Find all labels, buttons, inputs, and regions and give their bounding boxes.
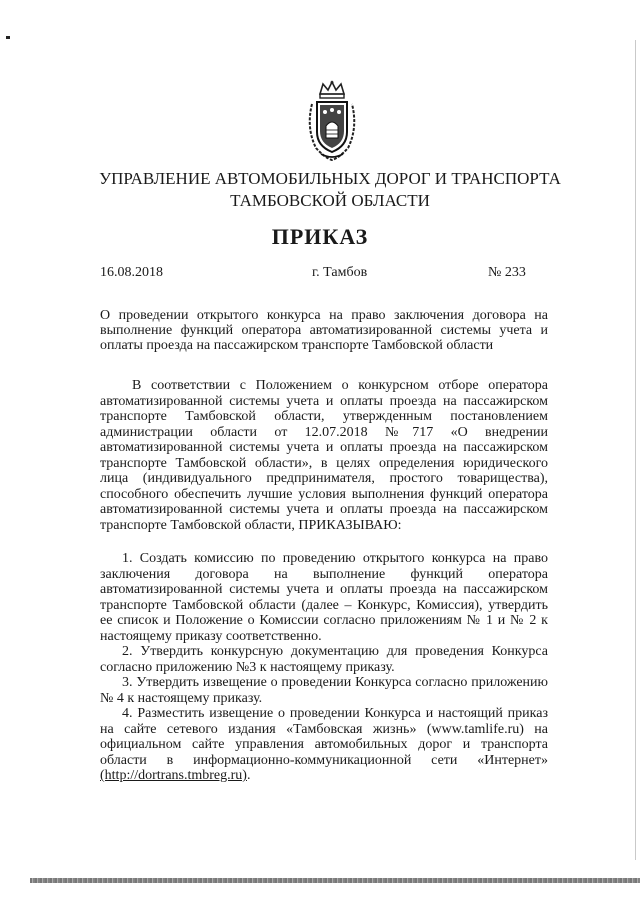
order-item-1: 1. Создать комиссию по проведению открытого конкурса на право заключения договора на выполнение функций оператора автоматизированной системы учета и оплаты проезда на пассажирском транспорте Тамбовской области (далее – Конкурс, Комиссия), утвердить ее список и Положение о Комиссии согласно приложениям № 1 и № 2 к настоящему приказу соответственно. — [100, 551, 548, 644]
order-item-3: 3. Утвердить извещение о проведении Конкурса согласно приложению № 4 к настоящему приказу. — [100, 675, 548, 706]
page-edge — [635, 40, 636, 860]
document-subject: О проведении открытого конкурса на право заключения договора на выполнение функций оператора автоматизированной системы учета и оплаты проезда на пассажирском транспорте Тамбовской области — [100, 308, 548, 353]
document-date: 16.08.2018 — [100, 265, 163, 280]
order-item-4 — [100, 706, 548, 784]
organization-line-2: ТАМБОВСКОЙ ОБЛАСТИ — [230, 191, 430, 210]
order-item-4-text: 4. Разместить извещение о проведении Конкурса и настоящий приказ на сайте сетевого издания «Тамбовская жизнь» (www.tamlife.ru) на официальном сайте управления автомобильных дорог и транспорта области в информационно-коммуникационной сети «Интернет» — [100, 706, 548, 768]
dortrans-website-link[interactable]: (http://dortrans.tmbreg.ru) — [100, 768, 247, 783]
organization-line-1: УПРАВЛЕНИЕ АВТОМОБИЛЬНЫХ ДОРОГ И ТРАНСПОРТА — [99, 169, 561, 188]
scan-mark — [6, 36, 10, 39]
preamble-paragraph: В соответствии с Положением о конкурсном отборе оператора автоматизированной системы учета и оплаты проезда на пассажирском транспорте Тамбовской области, утвержденным постановлением администрации области от 12.07.2018 №717 «О внедрении автоматизированной системы учета и оплаты проезда на пассажирском транспорте Тамбовской области», в целях определения юридического лица (индивидуального предпринимателя, простого товарищества), способного обеспечить лучшие условия выполнения функций оператора автоматизированной системы учета и оплаты проезда на пассажирском транспорте Тамбовской области, ПРИКАЗЫВАЮ: — [100, 378, 548, 533]
scan-bottom-edge — [30, 878, 640, 883]
document-city: г. Тамбов — [312, 265, 368, 280]
document-title: ПРИКАЗ — [271, 224, 369, 249]
order-item-2: 2. Утвердить конкурсную документацию для проведения Конкурса согласно приложению №3 к настоящему приказу. — [100, 644, 548, 675]
coat-of-arms-icon — [303, 80, 361, 162]
organization-name — [80, 168, 580, 212]
document-number: № 233 — [488, 265, 526, 280]
order-item-4-end: . — [246, 768, 251, 783]
document-body — [100, 378, 548, 784]
